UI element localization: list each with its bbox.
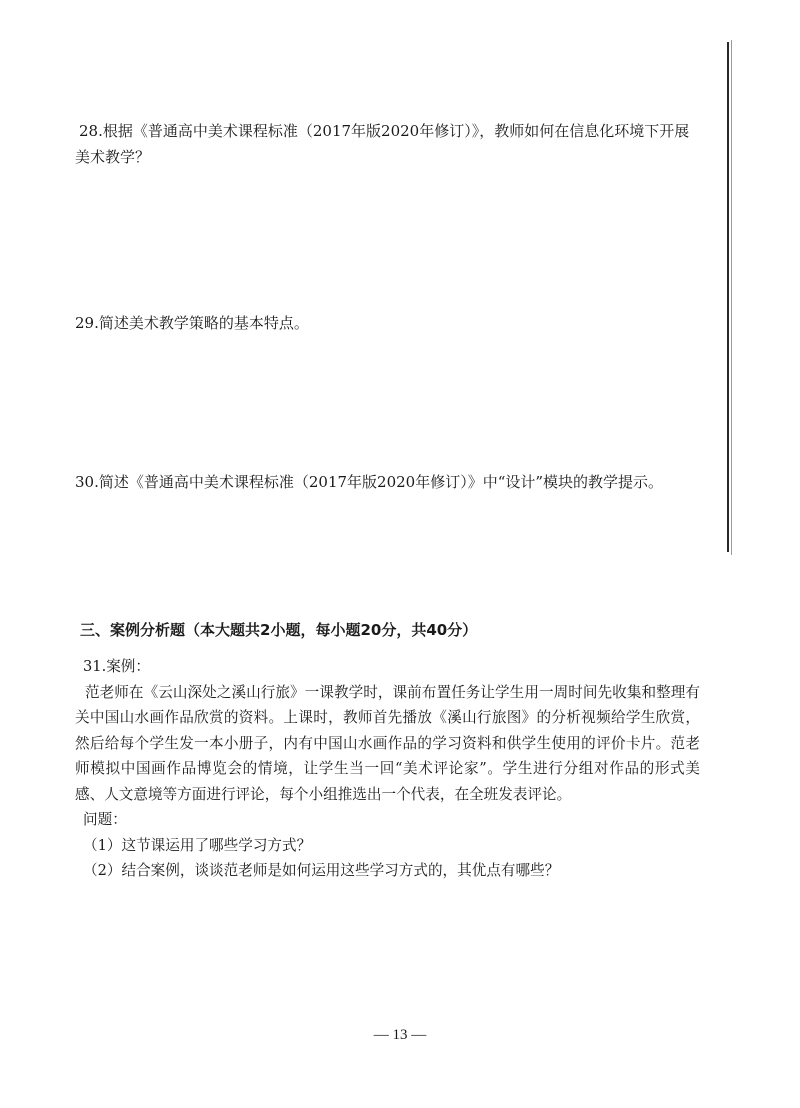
case-31-sub-question-1: （1）这节课运用了哪些学习方式？: [83, 836, 312, 854]
case-31-body: 范老师在《云山深处之溪山行旅》一课教学时，课前布置任务让学生用一周时间先收集和整理有关中国山水画作品欣赏的资料。上课时，教师首先播放《溪山行旅图》的分析视频给学生欣赏，然后给每个学生发一本小册子，内有中国山水画作品的学习资料和供学生使用的评价卡片。范老师模拟中国画作品博览会的情境，让学生当一回“美术评论家”。学生进行分组对作品的形式美感、人文意境等方面进行评论，每个小组推选出一个代表，在全班发表评论。: [75, 683, 700, 803]
scan-edge-line-thin: [731, 40, 732, 555]
page-number: — 13 —: [373, 1027, 427, 1043]
case-31: [75, 654, 700, 884]
section-3-title: 三、案例分析题（本大题共2小题，每小题20分，共40分）: [80, 621, 478, 639]
case-31-label: 31.案例：: [83, 658, 150, 675]
question-30: 30.简述《普通高中美术课程标准（2017年版2020年修订）》中“设计”模块的教学提示。: [75, 473, 664, 491]
question-29: 29.简述美术教学策略的基本特点。: [75, 314, 309, 332]
scan-edge-line: [727, 42, 729, 552]
case-31-questions-label: 问题：: [83, 811, 127, 828]
case-31-sub-question-2: （2）结合案例，谈谈范老师是如何运用这些学习方式的，其优点有哪些？: [83, 862, 560, 879]
question-28: 28.根据《普通高中美术课程标准（2017年版2020年修订）》，教师如何在信息化环境下开展美术教学？: [75, 122, 690, 166]
